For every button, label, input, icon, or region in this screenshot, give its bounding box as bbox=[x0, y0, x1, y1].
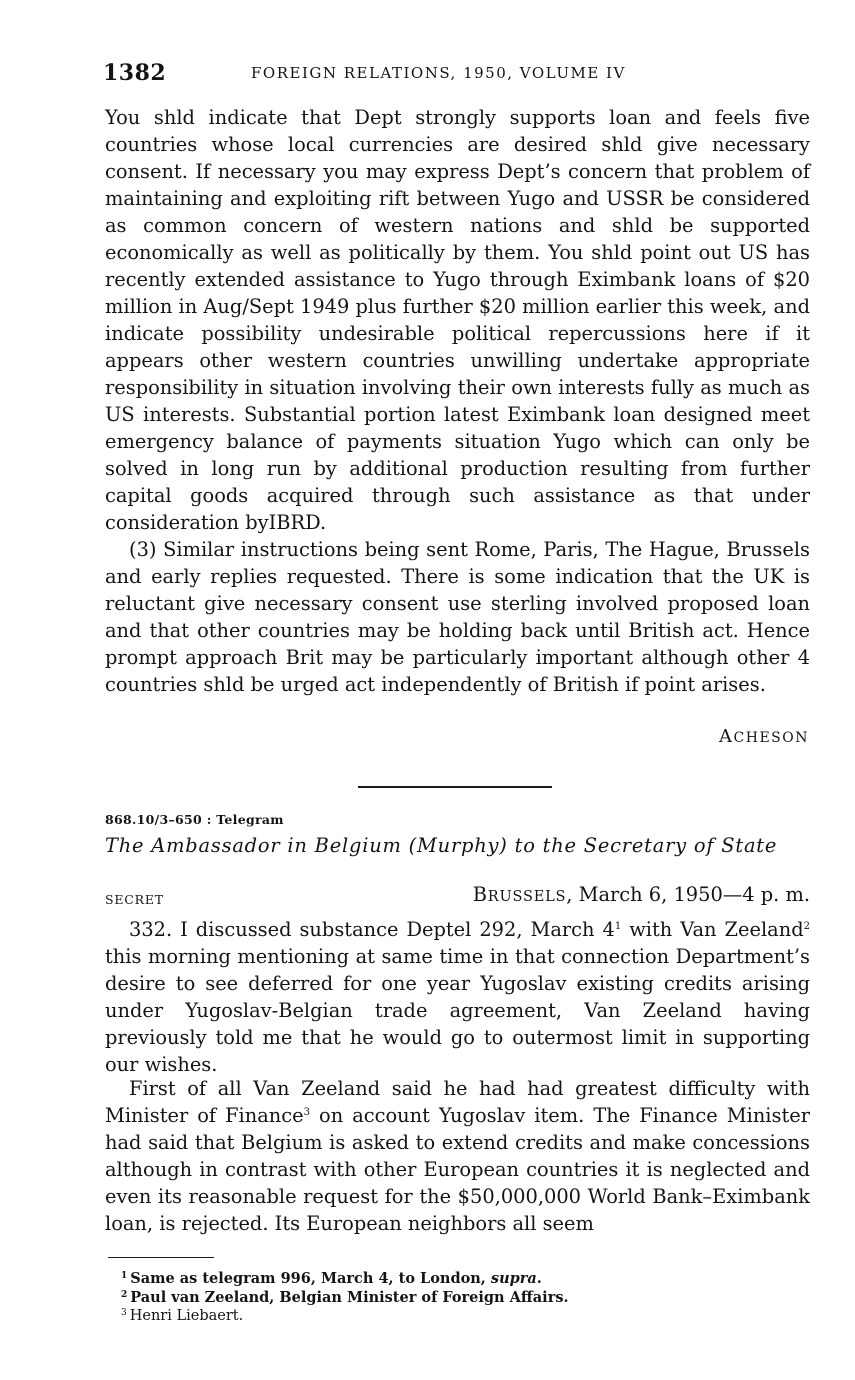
signature-initial: A bbox=[719, 726, 734, 747]
running-head-title: FOREIGN RELATIONS, 1950, VOLUME IV bbox=[251, 64, 626, 82]
footnotes bbox=[121, 1270, 811, 1326]
signature-rest: CHESON bbox=[733, 730, 809, 746]
footnote-text: Paul van Zeeland, Belgian Minister of Foreign Affairs. bbox=[130, 1288, 569, 1306]
running-head bbox=[103, 60, 810, 90]
footnote-ref-1: 1 bbox=[614, 921, 622, 932]
classification: SECRET bbox=[105, 892, 164, 907]
dateline-date: , March 6, 1950—4 p. m. bbox=[566, 883, 810, 906]
footnote-italic: supra bbox=[490, 1270, 537, 1287]
footnote-3 bbox=[121, 1307, 811, 1326]
dateline-row bbox=[105, 883, 810, 909]
footnote-ref-3: 3 bbox=[303, 1107, 311, 1118]
footnote-1 bbox=[121, 1270, 811, 1289]
footnote-divider bbox=[108, 1257, 214, 1258]
paragraph-instructions: You shld indicate that Dept strongly supports loan and feels five countries whose local currencies are desired shld give necessary consent. If necessary you may express Dept’s concern that problem of maintaining and exploiting rift between Yugo and USSR be considered as common concern of western nations and shld be supported economically as well as politically by them. You shld point out US has recently extended assistance to Yugo through Eximbank loans of $20 million in Aug/Sept 1949 plus further $20 million earlier this week, and indicate possibility undesirable political repercussions here if it appears other western countries unwilling undertake appropriate responsibility in situation involving their own interests fully as much as US interests. Substantial portion latest Eximbank loan designed meet emergency balance of payments situation Yugo which can only be solved in long run by additional production resulting from further capital goods acquired through such assistance as that under consideration byIBRD. bbox=[105, 106, 810, 534]
paragraph-text: 332. I discussed substance Deptel 292, March 4 bbox=[129, 918, 615, 941]
paragraph-text: with Van Zeeland bbox=[621, 918, 804, 941]
paragraph-similar-instructions: (3) Similar instructions being sent Rome, Paris, The Hague, Brussels and early replies requested. There is some indication that the UK is reluctant give necessary consent use sterling involved proposed loan and that other countries may be holding back until British act. Hence prompt approach Brit may be particularly important although other 4 countries shld be urged act independently of British if point arises. bbox=[105, 538, 810, 696]
footnote-mark: 2 bbox=[121, 1289, 128, 1300]
paragraph-text: this morning mentioning at same time in that connection Department’s desire to see deferred for one year Yugoslav existing credits arising under Yugoslav-Belgian trade agreement, Van Zeeland having previously told me that he would go to outermost limit in supporting our wishes. bbox=[105, 945, 810, 1076]
section-divider bbox=[358, 786, 552, 788]
paragraph-van-zeeland-discussion bbox=[105, 916, 810, 1078]
paragraph-text: on account Yugoslav item. The Finance Minister had said that Belgium is asked to extend credits and make concessions although in contrast with other European countries it is neglected and even its reasonable request for the $50,000,000 World Bank–Eximbank loan, is rejected. Its European neighbors all seem bbox=[105, 1104, 810, 1235]
footnote-text: Same as telegram 996, March 4, to London, bbox=[130, 1270, 491, 1287]
dateline bbox=[473, 883, 810, 906]
dateline-initial: B bbox=[472, 883, 488, 906]
paragraph-minister-of-finance bbox=[105, 1075, 810, 1237]
footnote-text: Henri Liebaert. bbox=[129, 1308, 244, 1324]
footnote-ref-2: 2 bbox=[803, 921, 810, 932]
dateline-city: RUSSELS bbox=[487, 889, 567, 905]
signature-acheson bbox=[719, 726, 809, 747]
footnote-2 bbox=[121, 1289, 811, 1308]
page-number: 1382 bbox=[103, 60, 167, 86]
footnote-mark: 1 bbox=[121, 1271, 128, 1281]
footnote-end: . bbox=[536, 1270, 542, 1287]
footnote-mark: 3 bbox=[121, 1308, 127, 1318]
document-title: The Ambassador in Belgium (Murphy) to the Secretary of State bbox=[105, 834, 778, 857]
file-number: 868.10/3–650 : Telegram bbox=[105, 812, 284, 827]
paragraph-text: First of all Van Zeeland said he had had greatest difficulty with Minister of Finance bbox=[105, 1077, 810, 1127]
